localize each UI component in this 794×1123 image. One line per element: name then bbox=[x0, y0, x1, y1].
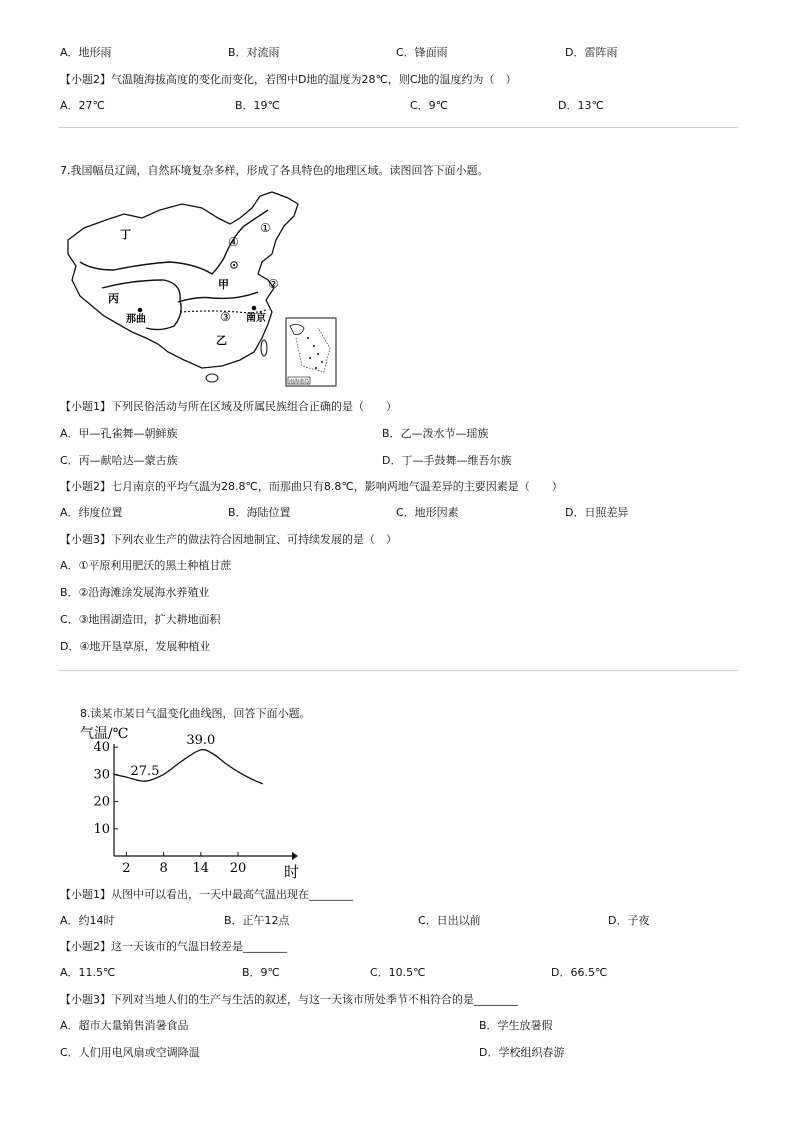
q8-sub1-stem: 【小题1】从图中可以看出，一天中最高气温出现在________ bbox=[60, 888, 353, 901]
option-c[interactable]: C．③地围湖造田，扩大耕地面积 bbox=[60, 613, 221, 626]
q6-sub2-stem: 【小题2】气温随海拔高度的变化而变化，若图中D地的温度为28℃，则C地的温度约为（ ） bbox=[60, 73, 517, 86]
q7-sub1-options-row1 bbox=[60, 425, 740, 441]
option-c[interactable]: C．9℃ bbox=[410, 99, 449, 112]
option-a[interactable]: A．约14时 bbox=[60, 914, 115, 927]
option-c[interactable]: C．丙—献哈达—蒙古族 bbox=[60, 454, 178, 467]
q7-sub2-options bbox=[60, 504, 740, 520]
option-c[interactable]: C．锋面雨 bbox=[396, 46, 448, 59]
south-china-sea-inset bbox=[286, 318, 336, 386]
option-a[interactable]: A．纬度位置 bbox=[60, 506, 123, 519]
option-a[interactable]: A．甲—孔雀舞—朝鲜族 bbox=[60, 427, 178, 440]
option-b[interactable]: B．乙—泼水节—瑶族 bbox=[382, 427, 489, 440]
naqu-dot bbox=[138, 308, 143, 313]
option-c[interactable]: C．地形因素 bbox=[396, 506, 459, 519]
divider bbox=[58, 127, 738, 128]
y-tick-label: 30 bbox=[93, 767, 110, 783]
data-label-27-5: 27.5 bbox=[130, 764, 160, 780]
inset-label: 南海诸岛 bbox=[289, 379, 310, 385]
divider bbox=[58, 670, 738, 671]
label-jia: 甲 bbox=[218, 278, 229, 291]
x-tick-label: 20 bbox=[229, 861, 247, 876]
temperature-line-chart bbox=[72, 722, 312, 882]
nanjing-dot bbox=[252, 306, 257, 311]
option-d[interactable]: D．丁—手鼓舞—维吾尔族 bbox=[382, 454, 512, 467]
option-d[interactable]: D．④地开垦草原，发展种植业 bbox=[60, 640, 211, 653]
option-a[interactable]: A．①平原利用肥沃的黑土种植甘蔗 bbox=[60, 559, 232, 572]
x-axis-label: 时 bbox=[284, 863, 300, 881]
option-d[interactable]: D．雷阵雨 bbox=[565, 46, 618, 59]
q7-sub1-options-row2 bbox=[60, 452, 740, 468]
q6-sub1-options bbox=[60, 44, 740, 60]
x-tick-label: 2 bbox=[122, 861, 131, 876]
q8-stem: 8.读某市某日气温变化曲线图，回答下面小题。 bbox=[80, 707, 311, 720]
option-c[interactable]: C．日出以前 bbox=[418, 914, 481, 927]
option-b[interactable]: B．海陆位置 bbox=[228, 506, 291, 519]
x-tick-label: 8 bbox=[159, 861, 168, 876]
label-circle-3: ③ bbox=[220, 310, 231, 324]
option-d[interactable]: D．13℃ bbox=[558, 99, 604, 112]
label-yi: 乙 bbox=[216, 334, 227, 347]
label-circle-1: ① bbox=[260, 221, 271, 235]
label-circle-4: ④ bbox=[228, 235, 239, 249]
y-axis-label: 气温/℃ bbox=[80, 726, 129, 742]
option-b[interactable]: B．9℃ bbox=[242, 966, 280, 979]
q8-sub3-options-row2 bbox=[60, 1044, 740, 1060]
data-label-39-0: 39.0 bbox=[186, 732, 216, 748]
option-a[interactable]: A．27℃ bbox=[60, 99, 105, 112]
taiwan-island bbox=[261, 340, 267, 356]
q8-sub2-options bbox=[60, 964, 740, 980]
q6-sub2-options bbox=[60, 97, 740, 113]
q7-stem: 7.我国幅员辽阔，自然环境复杂多样，形成了各具特色的地理区域。读图回答下面小题。 bbox=[60, 164, 489, 177]
y-tick-label: 10 bbox=[93, 821, 110, 837]
option-b[interactable]: B．19℃ bbox=[235, 99, 280, 112]
label-ding: 丁 bbox=[120, 228, 131, 241]
q7-sub1-stem: 【小题1】下列民俗活动与所在区域及所属民族组合正确的是（ ） bbox=[60, 400, 397, 413]
q7-sub3-stem: 【小题3】下列农业生产的做法符合因地制宜、可持续发展的是（ ） bbox=[60, 533, 397, 546]
option-d[interactable]: D．学校组织春游 bbox=[479, 1046, 565, 1059]
label-nanjing: 南京 bbox=[246, 313, 266, 324]
x-tick-label: 14 bbox=[192, 861, 210, 876]
y-tick-label: 20 bbox=[93, 794, 110, 810]
q7-sub2-stem: 【小题2】七月南京的平均气温为28.8℃，而那曲只有8.8℃，影响两地气温差异的主要因素是（ ） bbox=[60, 480, 563, 493]
option-c[interactable]: C．10.5℃ bbox=[370, 966, 426, 979]
option-a[interactable]: A．11.5℃ bbox=[60, 966, 116, 979]
option-d[interactable]: D．子夜 bbox=[608, 914, 650, 927]
option-c[interactable]: C．人们用电风扇或空调降温 bbox=[60, 1046, 200, 1059]
x-axis-arrow bbox=[292, 852, 298, 860]
option-d[interactable]: D．66.5℃ bbox=[551, 966, 608, 979]
y-tick-label: 40 bbox=[93, 740, 110, 756]
option-a[interactable]: A．地形雨 bbox=[60, 46, 112, 59]
q8-sub3-stem: 【小题3】下列对当地人们的生产与生活的叙述，与这一天该市所处季节不相符合的是________ bbox=[60, 993, 518, 1006]
label-circle-2: ② bbox=[268, 277, 279, 291]
q8-sub2-stem: 【小题2】这一天该市的气温日较差是________ bbox=[60, 940, 287, 953]
q8-sub1-options bbox=[60, 912, 740, 928]
option-a[interactable]: A．超市大量销售消暑食品 bbox=[60, 1019, 189, 1032]
q8-sub3-options-row1 bbox=[60, 1017, 740, 1033]
option-b[interactable]: B．②沿海滩涂发展海水养殖业 bbox=[60, 586, 210, 599]
label-naqu: 那曲 bbox=[126, 314, 146, 325]
option-d[interactable]: D．日照差异 bbox=[565, 506, 629, 519]
option-b[interactable]: B．正午12点 bbox=[224, 914, 290, 927]
option-b[interactable]: B．对流雨 bbox=[228, 46, 280, 59]
china-region-map bbox=[62, 188, 342, 388]
option-b[interactable]: B．学生放暑假 bbox=[479, 1019, 553, 1032]
hainan-island bbox=[206, 374, 218, 382]
label-bing: 丙 bbox=[108, 292, 119, 305]
